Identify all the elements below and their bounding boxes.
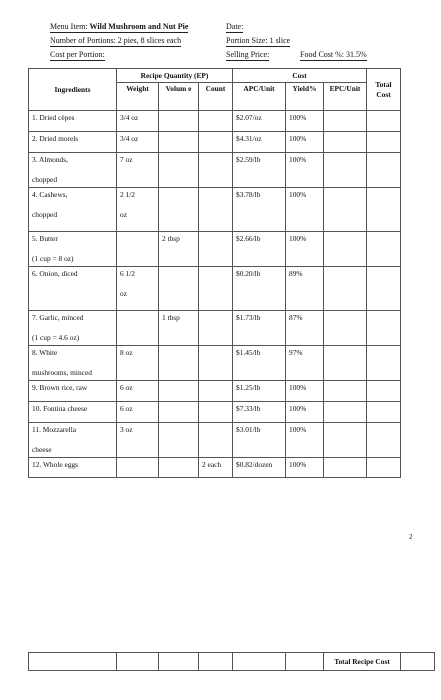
- menu-item-value: Wild Mushroom and Nut Pie: [89, 22, 189, 31]
- weight-cell: [117, 402, 159, 423]
- ingredient-cell: [29, 402, 117, 423]
- food-cost-value: 31.5%: [346, 50, 367, 59]
- apc-unit-cell: $3.78/lb: [233, 188, 286, 232]
- ingredient-cell: [29, 423, 117, 458]
- apc-unit-cell: $4.31/oz: [233, 132, 286, 153]
- weight-cell: [117, 132, 159, 153]
- weight-cell: [117, 267, 159, 311]
- ingredient-name: 8. White: [32, 348, 58, 357]
- date-line: [226, 22, 243, 32]
- yield-cell: 100%: [286, 188, 324, 232]
- selling-price-label: Selling Price:: [226, 50, 270, 59]
- apc-unit-cell: $7.33/lb: [233, 402, 286, 423]
- apc-unit-cell: $1.45/lb: [233, 346, 286, 381]
- ingredient-name: 2. Dried morels: [32, 134, 79, 143]
- apc-unit-cell: $0.20/lb: [233, 267, 286, 311]
- weight-value: 7 oz: [120, 155, 133, 164]
- food-cost-label: Food Cost %:: [300, 50, 345, 59]
- ingredient-row: [29, 153, 401, 188]
- weight-cell: [117, 346, 159, 381]
- count-cell: [199, 402, 233, 423]
- ingredient-name: 4. Cashews,: [32, 190, 68, 199]
- ingredient-row: [29, 188, 401, 232]
- apc-unit-cell: $2.66/lb: [233, 232, 286, 267]
- ingredient-name: 9. Brown rice, raw: [32, 383, 88, 392]
- volume-cell: 2 tbsp: [159, 232, 199, 267]
- ingredient-name: mushrooms, minced: [32, 368, 92, 377]
- recipe-costing-table: [28, 68, 401, 478]
- total-cost-cell[interactable]: [367, 346, 401, 381]
- total-cost-cell[interactable]: [367, 267, 401, 311]
- ingredient-cell: [29, 188, 117, 232]
- total-cost-cell[interactable]: [367, 458, 401, 478]
- volume-cell: [159, 153, 199, 188]
- yield-cell: 100%: [286, 381, 324, 402]
- volume-cell: [159, 402, 199, 423]
- total-recipe-cost-table: [28, 652, 435, 671]
- yield-cell: 100%: [286, 423, 324, 458]
- count-cell: [199, 111, 233, 132]
- count-cell: [199, 381, 233, 402]
- total-cell: [233, 653, 286, 671]
- ingredient-name: (1 cup = 8 oz): [32, 254, 74, 263]
- epc-unit-cell[interactable]: [324, 232, 367, 267]
- weight-value: 3 oz: [120, 425, 133, 434]
- count-cell: [199, 346, 233, 381]
- ingredient-cell: [29, 267, 117, 311]
- weight-value: 6 1/2: [120, 269, 135, 278]
- weight-cell: [117, 111, 159, 132]
- page-number: 2: [409, 533, 413, 541]
- ingredient-name: 10. Fontina cheese: [32, 404, 88, 413]
- count-cell: [199, 132, 233, 153]
- yield-cell: 89%: [286, 267, 324, 311]
- ingredient-name: 11. Mozzarella: [32, 425, 77, 434]
- menu-item-label: Menu Item:: [50, 22, 88, 31]
- portions-label: Number of Portions:: [50, 36, 116, 45]
- yield-cell: 87%: [286, 311, 324, 346]
- weight-cell: [117, 311, 159, 346]
- ingredient-row: [29, 402, 401, 423]
- volume-header: Volum e: [159, 83, 199, 111]
- ingredient-cell: [29, 232, 117, 267]
- total-cost-cell[interactable]: [367, 111, 401, 132]
- selling-price-line: [226, 50, 269, 60]
- volume-cell: [159, 111, 199, 132]
- ingredient-cell: [29, 381, 117, 402]
- yield-cell: 100%: [286, 153, 324, 188]
- weight-cell: [117, 188, 159, 232]
- total-cell: [199, 653, 233, 671]
- weight-cell: [117, 232, 159, 267]
- yield-header: Yield%: [286, 83, 324, 111]
- epc-unit-cell[interactable]: [324, 402, 367, 423]
- apc-unit-cell: $3.01/lb: [233, 423, 286, 458]
- volume-cell: [159, 188, 199, 232]
- volume-cell: 1 tbsp: [159, 311, 199, 346]
- count-cell: [199, 153, 233, 188]
- ingredient-name: cheese: [32, 445, 52, 454]
- weight-header: Weight: [117, 83, 159, 111]
- ingredient-name: 3. Almonds,: [32, 155, 68, 164]
- ingredient-cell: [29, 458, 117, 478]
- cost-header: Cost: [233, 69, 367, 83]
- weight-value: 3/4 oz: [120, 134, 139, 143]
- portion-size-label: Portion Size:: [226, 36, 268, 45]
- ingredient-name: chopped: [32, 175, 58, 184]
- volume-cell: [159, 267, 199, 311]
- ingredient-cell: [29, 132, 117, 153]
- cost-per-portion-line: [50, 50, 105, 60]
- total-recipe-cost-value[interactable]: [401, 653, 435, 671]
- ingredient-name: 5. Butter: [32, 234, 58, 243]
- total-cost-header: Total Cost: [367, 69, 401, 111]
- weight-unit: oz: [120, 289, 127, 298]
- apc-unit-cell: $1.73/lb: [233, 311, 286, 346]
- epc-unit-cell[interactable]: [324, 267, 367, 311]
- ingredient-cell: [29, 111, 117, 132]
- ingredient-row: [29, 132, 401, 153]
- total-cost-cell[interactable]: [367, 423, 401, 458]
- ingredients-header: Ingredients: [29, 69, 117, 111]
- volume-cell: [159, 458, 199, 478]
- epc-unit-cell[interactable]: [324, 346, 367, 381]
- yield-cell: 97%: [286, 346, 324, 381]
- total-cell: [29, 653, 117, 671]
- ingredient-name: chopped: [32, 210, 58, 219]
- epc-unit-cell[interactable]: [324, 132, 367, 153]
- apc-unit-cell: $1.25/lb: [233, 381, 286, 402]
- ingredient-name: 6. Onion, diced: [32, 269, 78, 278]
- cost-per-portion-label: Cost per Portion:: [50, 50, 105, 59]
- count-cell: 2 each: [199, 458, 233, 478]
- yield-cell: 100%: [286, 458, 324, 478]
- total-cell: [286, 653, 324, 671]
- food-cost-line: [300, 50, 367, 60]
- epc-unit-cell[interactable]: [324, 458, 367, 478]
- apc-unit-cell: $2.07/oz: [233, 111, 286, 132]
- apc-unit-header: APC/Unit: [233, 83, 286, 111]
- ingredient-cell: [29, 311, 117, 346]
- date-label: Date:: [226, 22, 244, 31]
- epc-unit-cell[interactable]: [324, 311, 367, 346]
- epc-unit-cell[interactable]: [324, 188, 367, 232]
- count-header: Count: [199, 83, 233, 111]
- ingredient-name: 12. Whole eggs: [32, 460, 79, 469]
- weight-value: 3/4 oz: [120, 113, 139, 122]
- total-cost-cell[interactable]: [367, 311, 401, 346]
- ingredient-row: [29, 381, 401, 402]
- recipe-quantity-header: Recipe Quantity (EP): [117, 69, 233, 83]
- count-cell: [199, 188, 233, 232]
- weight-cell: [117, 458, 159, 478]
- ingredient-row: [29, 232, 401, 267]
- total-cost-cell[interactable]: [367, 153, 401, 188]
- yield-cell: 100%: [286, 232, 324, 267]
- volume-cell: [159, 423, 199, 458]
- ingredient-cell: [29, 346, 117, 381]
- weight-value: 2 1/2: [120, 190, 135, 199]
- count-cell: [199, 232, 233, 267]
- weight-unit: oz: [120, 210, 127, 219]
- count-cell: [199, 267, 233, 311]
- apc-unit-cell: $0.82/dozen: [233, 458, 286, 478]
- total-cell: [159, 653, 199, 671]
- ingredient-name: 1. Dried cèpes: [32, 113, 75, 122]
- epc-unit-cell[interactable]: [324, 153, 367, 188]
- epc-unit-cell[interactable]: [324, 111, 367, 132]
- yield-cell: 100%: [286, 132, 324, 153]
- recipe-table-body: [29, 111, 401, 478]
- apc-unit-cell: $2.59/lb: [233, 153, 286, 188]
- ingredient-name: 7. Garlic, minced: [32, 313, 84, 322]
- yield-cell: 100%: [286, 111, 324, 132]
- menu-item-line: [50, 22, 188, 32]
- portion-size-line: [226, 36, 290, 46]
- volume-cell: [159, 381, 199, 402]
- total-cost-cell[interactable]: [367, 402, 401, 423]
- weight-value: 6 oz: [120, 404, 133, 413]
- portions-line: [50, 36, 181, 46]
- weight-cell: [117, 153, 159, 188]
- volume-cell: [159, 346, 199, 381]
- ingredient-name: (1 cup = 4.6 oz): [32, 333, 80, 342]
- ingredient-row: [29, 423, 401, 458]
- epc-unit-header: EPC/Unit: [324, 83, 367, 111]
- weight-value: 8 oz: [120, 348, 133, 357]
- total-cost-cell[interactable]: [367, 188, 401, 232]
- ingredient-row: [29, 458, 401, 478]
- count-cell: [199, 423, 233, 458]
- total-cost-cell[interactable]: [367, 232, 401, 267]
- ingredient-row: [29, 267, 401, 311]
- weight-cell: [117, 423, 159, 458]
- ingredient-row: [29, 311, 401, 346]
- total-cost-cell[interactable]: [367, 381, 401, 402]
- portions-value: 2 pies, 8 slices each: [117, 36, 182, 45]
- total-cell: [117, 653, 159, 671]
- weight-value: 6 oz: [120, 383, 133, 392]
- total-recipe-cost-label: Total Recipe Cost: [324, 653, 401, 671]
- count-cell: [199, 311, 233, 346]
- volume-cell: [159, 132, 199, 153]
- portion-size-value: 1 slice: [269, 36, 291, 45]
- yield-cell: 100%: [286, 402, 324, 423]
- total-cost-cell[interactable]: [367, 132, 401, 153]
- ingredient-cell: [29, 153, 117, 188]
- epc-unit-cell[interactable]: [324, 423, 367, 458]
- epc-unit-cell[interactable]: [324, 381, 367, 402]
- ingredient-row: [29, 346, 401, 381]
- ingredient-row: [29, 111, 401, 132]
- weight-cell: [117, 381, 159, 402]
